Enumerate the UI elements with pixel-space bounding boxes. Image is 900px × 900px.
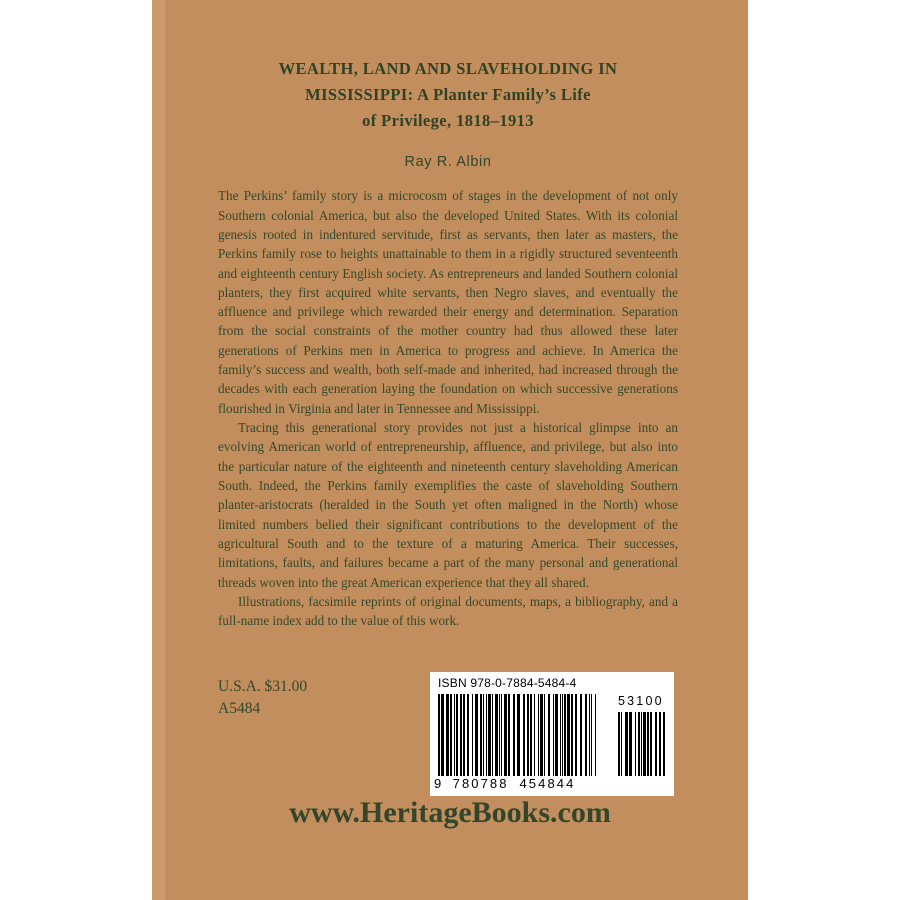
barcode-digit-first: 9: [434, 776, 442, 791]
item-code-label: A5484: [218, 700, 261, 717]
barcode-block: [430, 672, 674, 796]
barcode-digits-left: 780788: [452, 776, 509, 791]
author-name: Ray R. Albin: [404, 154, 492, 171]
publisher-website: www.HeritageBooks.com: [289, 796, 611, 829]
cover-spine-edge: [152, 0, 165, 900]
book-back-cover: [152, 0, 748, 900]
barcode-addon-digits: 53100: [618, 694, 664, 708]
title-line-3: of Privilege, 1818–1913: [362, 111, 534, 131]
isbn-label: ISBN 978-0-7884-5484-4: [438, 676, 577, 690]
price-label: U.S.A. $31.00: [218, 678, 308, 695]
title-line-2: MISSISSIPPI: A Planter Family’s Life: [305, 85, 591, 105]
blurb-paragraph-2: Tracing this generational story provides not just a historical glimpse into an evolving American world of entrepreneurship, affluence, and privilege, but also into the particular nature of the eighteenth and nineteenth century slaveholding American South. Indeed, the Perkins family exemplifies the caste of slaveholding Southern planter-aristocrats (heralded in the South yet often maligned in the North) whose limited numbers belied their significant contributions to the development of the agricultural South and to the texture of a maturing America. Their successes, limitations, faults, and failures became a part of the many personal and generational threads woven into the great American experience that they all shared.: [218, 420, 678, 590]
barcode-digits-right: 454844: [519, 776, 576, 791]
blurb-paragraph-3: Illustrations, facsimile reprints of original documents, maps, a bibliography, and a full-name index add to the value of this work.: [218, 594, 678, 629]
barcode-addon-bars: [618, 712, 666, 776]
price-block: [218, 676, 307, 720]
back-cover-blurb: [218, 170, 678, 631]
barcode-main-bars: [438, 694, 598, 776]
barcode-main-digits: [434, 776, 606, 791]
blurb-paragraph-1: The Perkins’ family story is a microcosm of stages in the development of not only Southern colonial America, but also the developed United States. With its colonial genesis rooted in indentured servitude, first as servants, then later as masters, the Perkins family rose to heights unattainable to them in a rigidly structured seventeenth and eighteenth century English society. As entrepreneurs and landed Southern colonial planters, they first acquired white servants, then Negro slaves, and eventually the affluence and privilege which rewarded their energy and determination. Separation from the social constraints of the mother country had thus allowed these later generations of Perkins men in America to progress and achieve. In America the family’s success and wealth, both self-made and inherited, had increased through the decades with each generation laying the foundation on which successive generations flourished in Virginia and later in Tennessee and Mississippi.: [218, 188, 678, 416]
page-title: [218, 0, 678, 134]
title-line-1: WEALTH, LAND AND SLAVEHOLDING IN: [278, 59, 618, 78]
